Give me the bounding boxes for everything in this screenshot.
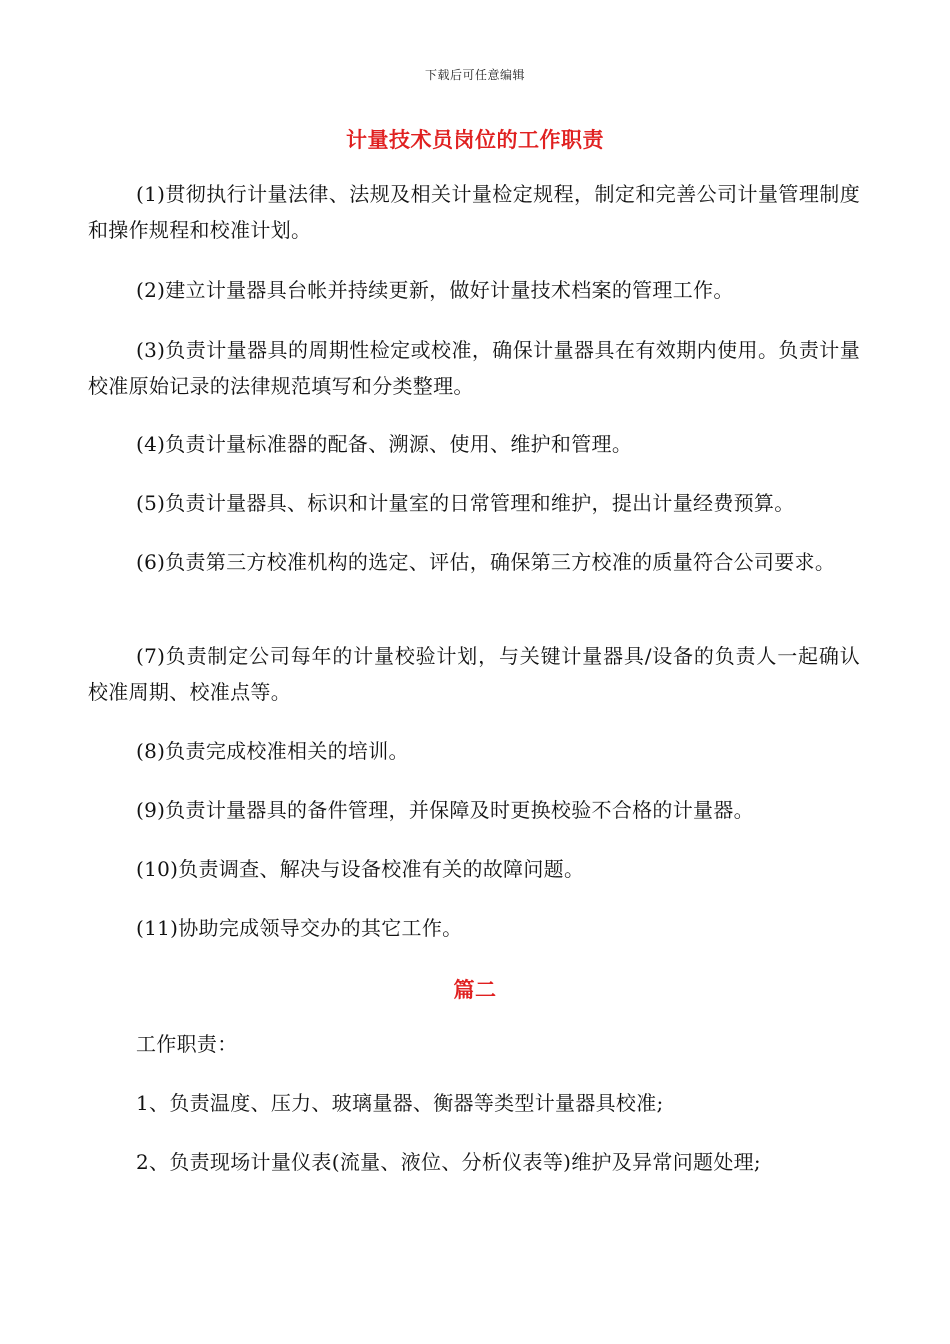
paragraph-10: (10)负责调查、解决与设备校准有关的故障问题。: [136, 857, 585, 881]
section-2-paragraph-2: 1、负责温度、压力、玻璃量器、衡器等类型计量器具校准;: [136, 1091, 664, 1115]
paragraph-8: (8)负责完成校准相关的培训。: [136, 739, 409, 763]
section-2-title: 篇二: [453, 977, 497, 1002]
paragraph-1: (1)贯彻执行计量法律、法规及相关计量检定规程，制定和完善公司计量管理制度和操作规程和校准计划。: [88, 182, 860, 242]
paragraph-6: (6)负责第三方校准机构的选定、评估，确保第三方校准的质量符合公司要求。: [136, 550, 836, 574]
paragraph-3: (3)负责计量器具的周期性检定或校准，确保计量器具在有效期内使用。负责计量校准原始记录的法律规范填写和分类整理。: [88, 338, 860, 398]
header-note: 下载后可任意编辑: [424, 68, 525, 82]
paragraph-4: (4)负责计量标准器的配备、溯源、使用、维护和管理。: [136, 432, 633, 456]
paragraph-9: (9)负责计量器具的备件管理，并保障及时更换校验不合格的计量器。: [136, 798, 754, 822]
paragraph-11: (11)协助完成领导交办的其它工作。: [136, 916, 463, 940]
paragraph-5: (5)负责计量器具、标识和计量室的日常管理和维护，提出计量经费预算。: [136, 491, 795, 515]
section-2-paragraph-3: 2、负责现场计量仪表(流量、液位、分析仪表等)维护及异常问题处理;: [136, 1150, 761, 1174]
section-2-paragraph-1: 工作职责：: [136, 1032, 238, 1056]
document-title: 计量技术员岗位的工作职责: [346, 127, 604, 152]
paragraph-2: (2)建立计量器具台帐并持续更新，做好计量技术档案的管理工作。: [136, 278, 734, 302]
paragraph-7: (7)负责制定公司每年的计量校验计划，与关键计量器具/设备的负责人一起确认校准周期、校准点等。: [88, 644, 860, 704]
